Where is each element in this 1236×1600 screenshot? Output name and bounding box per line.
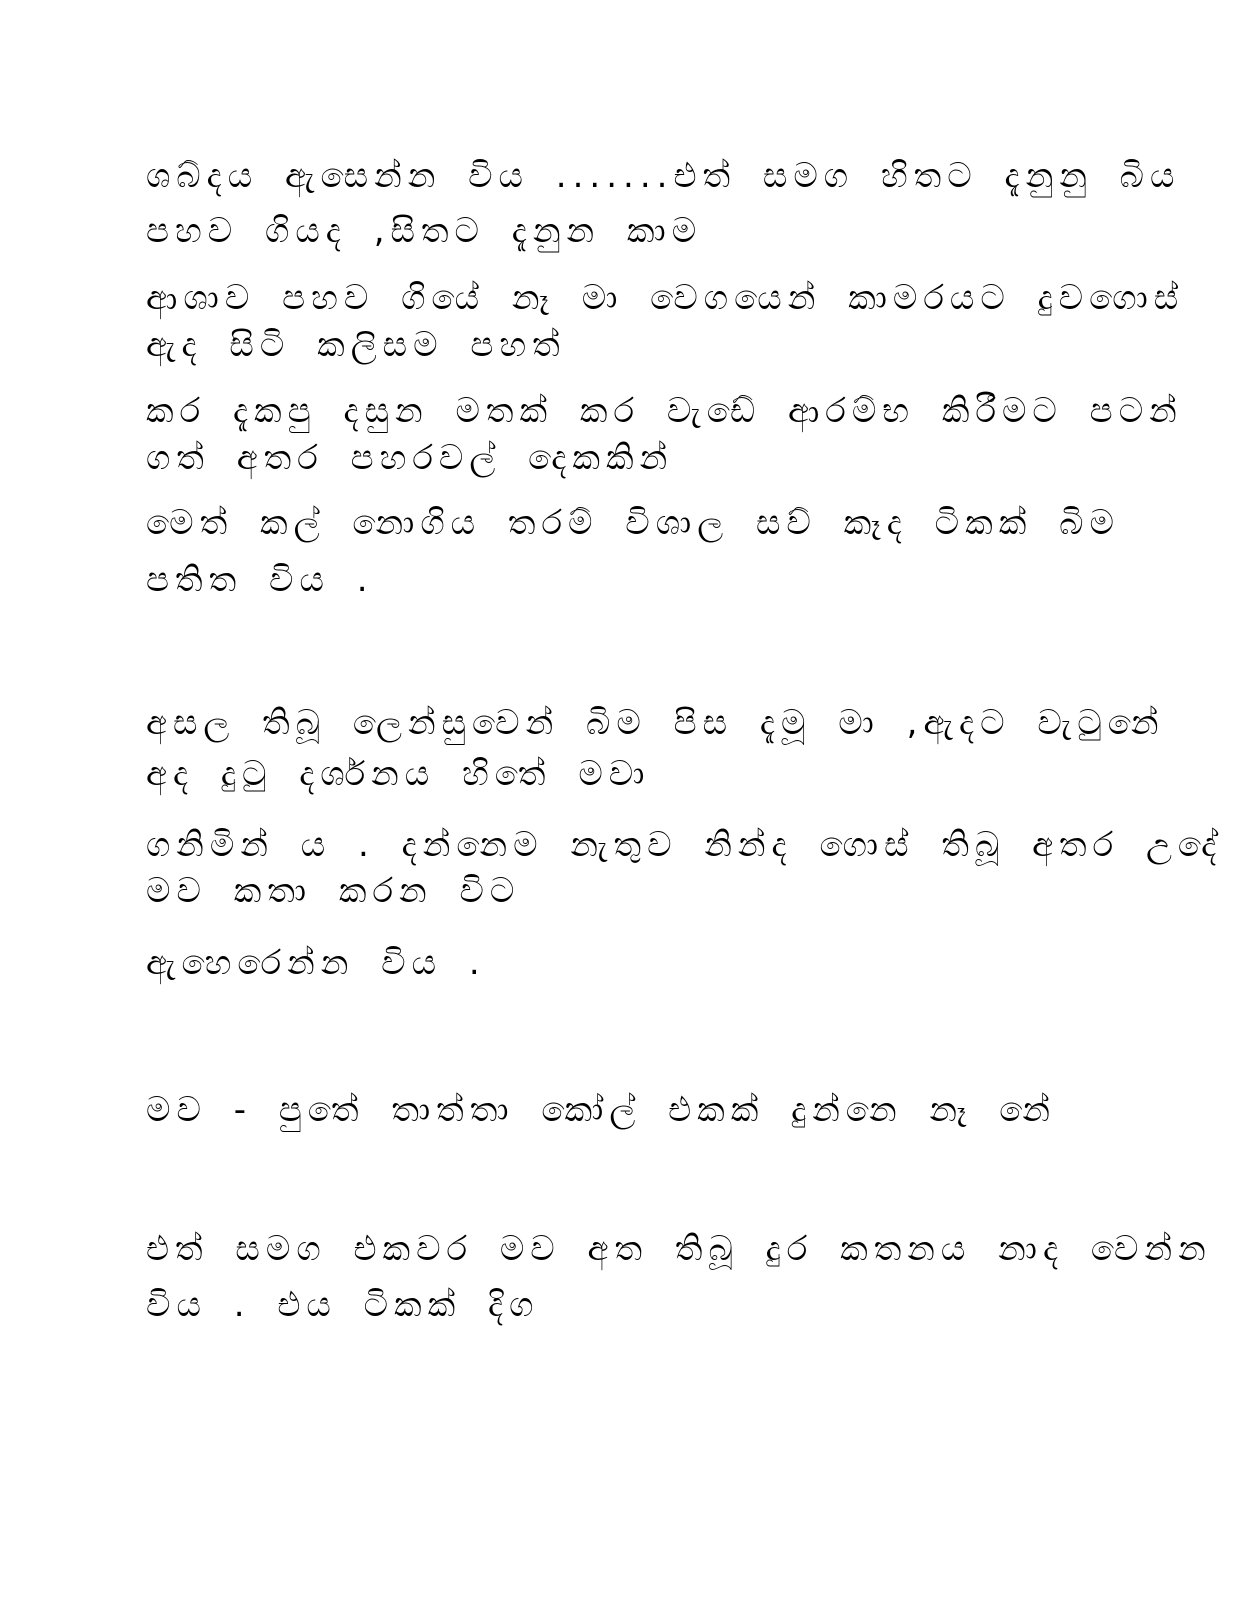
text-line: මව කතා කරන විට [146,871,521,911]
text-line: ඇහෙරෙන්න විය . [146,943,486,983]
text-line: ආශාව පහව ගියේ නෑ මා වෙගයෙන් කාමරයට දුවගොස් [146,278,1185,318]
text-line: ගනිමින් ය . දන්නෙම නැතුව නින්ද ගොස් තිබූ අතර උදේ [146,825,1223,865]
text-line: අසල තිබූ ලෙන්සුවෙන් බිම පිස දැමූ මා ,ඇදට වැටුනේ [146,703,1165,743]
text-line: ශබ්දය ඇසෙන්න විය .......එත් සමග හිතට දැනුනු බිය [146,156,1181,196]
text-line: එත් සමග එකවර මව අත තිබූ දුර කතනය නාද වෙන්න [146,1229,1212,1269]
text-line: මව - පුතේ තාත්තා කෝල් එකක් දුන්නෙ නෑ නේ [146,1090,1057,1130]
text-line: විය . එය ටිකක් දිග [146,1285,540,1325]
text-line: ඇද සිටි කලිසම පහත් [146,325,566,365]
text-line: පහව ගියද ,සිතට දැනුන කාම [146,211,703,251]
text-line: අද දුටු දර්ශනය හිතේ මවා [146,754,651,794]
text-line: පතිත විය . [146,560,374,600]
text-line: කර දැකපු දසුන මතක් කර වැඩේ ආරම්භ කිරීමට පටන් [146,391,1183,431]
text-line: මෙත් කල් නොගිය තරම් විශාල සව් කෑද ටිකක් බිම [146,503,1120,543]
text-line: ගත් අතර පහරවල් දෙකකින් [146,438,674,478]
